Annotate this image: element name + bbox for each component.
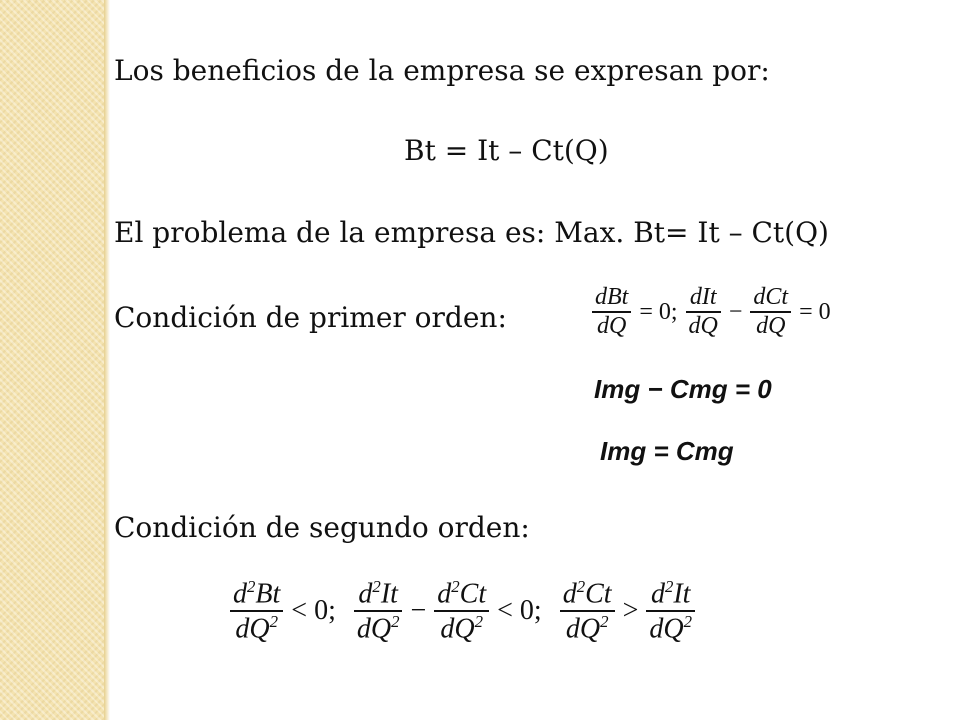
- second-order-derivative-equation: $\frac{d^2Bt}{dQ^2}$ < 0; $\frac{d^2It}{dQ^2}$ − $\frac{d^2Ct}{dQ^2}$ < 0; $\frac{d^2Ct}{dQ^2}$ > $\frac{d^2It}{dQ^2}$: [226, 578, 699, 643]
- intro-line: Los beneficios de la empresa se expresan por:: [114, 54, 770, 87]
- fraction-dIt-dQ: $\frac{\text{dIt}}{dQ}$: [686, 285, 721, 339]
- first-order-derivative-equation: $\frac{\text{dBt}}{dQ}$ = 0; $\frac{\text{dIt}}{dQ}$ − $\frac{\text{dCt}}{dQ}$ = 0: [588, 285, 835, 339]
- fraction-dBt-dQ: $\frac{\text{dBt}}{dQ}$: [592, 285, 631, 339]
- fraction-d2It-dQ2-second: $\frac{d^2It}{dQ^2}$: [646, 578, 695, 643]
- profit-equation: Bt = It – Ct(Q): [404, 134, 609, 167]
- img-equals-cmg-equation: Img = Cmg: [600, 436, 734, 466]
- fraction-dCt-dQ: $\frac{\text{dCt}}{dQ}$: [750, 285, 791, 339]
- fraction-d2Ct-dQ2: $\frac{d^2Ct}{dQ^2}$: [434, 578, 489, 643]
- fraction-d2It-dQ2: $\frac{d^2It}{dQ^2}$: [354, 578, 403, 643]
- second-order-label: Condición de segundo orden:: [114, 511, 530, 544]
- decorative-side-band: [0, 0, 104, 720]
- fraction-d2Ct-dQ2-second: $\frac{d^2Ct}{dQ^2}$: [560, 578, 615, 643]
- first-order-label: Condición de primer orden:: [114, 301, 507, 334]
- fraction-d2Bt-dQ2: $\frac{d^2Bt}{dQ^2}$: [230, 578, 283, 643]
- side-band-edge: [104, 0, 110, 720]
- img-minus-cmg-equation: Img − Cmg = 0: [594, 374, 772, 404]
- problem-line: El problema de la empresa es: Max. Bt= It – Ct(Q): [114, 216, 829, 249]
